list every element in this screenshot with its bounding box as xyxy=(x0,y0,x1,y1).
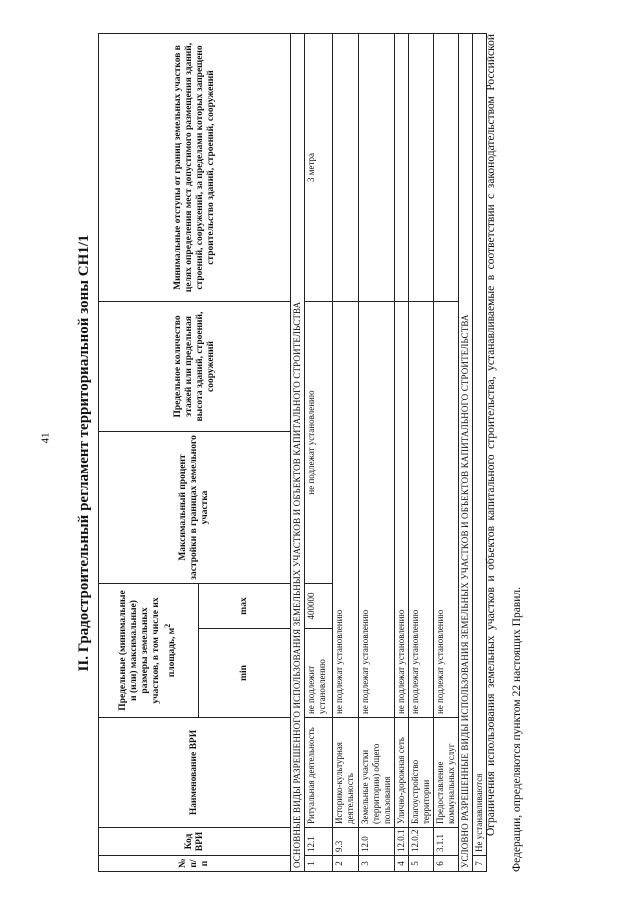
header-percent: Максимальный процент застройки в границах земельного участка xyxy=(99,431,291,583)
header-size xyxy=(99,583,199,717)
row-empty xyxy=(359,33,395,301)
table-row xyxy=(333,33,359,871)
row-code: 9.3 xyxy=(333,828,359,856)
table-row xyxy=(359,33,395,871)
table-row xyxy=(395,33,409,871)
table-row xyxy=(434,33,459,871)
row-empty xyxy=(409,33,434,301)
header-num: № п/п xyxy=(99,856,291,872)
row-empty xyxy=(333,33,359,301)
header-setback: Минимальные отступы от границ земельных участков в целях определения мест допустимого размещения зданий, строений, сооружений, за пределами которых запрещено строительство зданий, строений, сооружений xyxy=(99,33,291,301)
row-name: Благоустройство территории xyxy=(409,718,434,828)
row-name: Предоставление коммунальных услуг xyxy=(434,718,459,828)
table-row xyxy=(305,33,333,871)
section-conditional: УСЛОВНО РАЗРЕШЕННЫЕ ВИДЫ ИСПОЛЬЗОВАНИЯ ЗЕМЕЛЬНЫХ УЧАСТКОВ И ОБЪЕКТОВ КАПИТАЛЬНОГО СТРОИТЕЛЬСТВА xyxy=(459,33,473,871)
header-size-sup: 2 xyxy=(163,623,173,628)
row-empty xyxy=(395,33,409,301)
row-num: 5 xyxy=(409,856,434,872)
row-na: не подлежат установлению xyxy=(359,301,395,717)
row-code: 12.0.1 xyxy=(395,828,409,856)
row-max: 400000 xyxy=(305,583,333,628)
page-title: II. Градостроительный регламент территориальной зоны СН1/1 xyxy=(76,234,92,672)
row-code: 3.1.1 xyxy=(434,828,459,856)
rotated-page-content xyxy=(74,34,540,872)
header-size-text: Предельные (минимальные и (или) максимальные) размеры земельных участков, в том числе их площадь, м xyxy=(118,590,178,711)
row-code: 12.1 xyxy=(305,828,333,856)
restrictions-note: Ограничения использования земельных участков и объектов капитального строительства, устанавливаемые в соответствии с законодательством Российской Федерации, определяются пунктом 22 настоящих Правил. xyxy=(485,34,523,872)
row-num: 1 xyxy=(305,856,333,872)
section-main: ОСНОВНЫЕ ВИДЫ РАЗРЕШЕННОГО ИСПОЛЬЗОВАНИЯ ЗЕМЕЛЬНЫХ УЧАСТКОВ И ОБЪЕКТОВ КАПИТАЛЬНОГО СТРОИТЕЛЬСТВА xyxy=(291,33,305,871)
row-name: Не устанавливаются xyxy=(473,33,487,855)
row-na: не подлежат установлению xyxy=(409,301,434,717)
row-empty xyxy=(434,33,459,301)
header-max: max xyxy=(199,583,291,628)
row-num: 2 xyxy=(333,856,359,872)
row-name: Ритуальная деятельность xyxy=(305,718,333,828)
row-percent: не подлежат установлению xyxy=(305,301,333,583)
row-num: 3 xyxy=(359,856,395,872)
header-floors: Предельное количество этажей или предельная высота зданий, строений, сооружений xyxy=(99,301,291,431)
table-row xyxy=(409,33,434,871)
row-num: 6 xyxy=(434,856,459,872)
row-setback: 3 метра xyxy=(305,33,333,301)
header-min: min xyxy=(199,629,291,718)
row-na: не подлежат установлению xyxy=(395,301,409,717)
row-min: не подлежит установлению xyxy=(305,629,333,718)
row-na: не подлежат установлению xyxy=(333,301,359,717)
row-name: Земельные участки (территории) общего пользования xyxy=(359,718,395,828)
regulation-table xyxy=(98,33,487,872)
row-num: 4 xyxy=(395,856,409,872)
row-na: не подлежат установлению xyxy=(434,301,459,717)
page-number: 41 xyxy=(39,432,52,444)
row-name: Историко-культурная деятельность xyxy=(333,718,359,828)
row-num: 7 xyxy=(473,856,487,872)
header-name: Наименование ВРИ xyxy=(99,718,291,828)
row-code: 12.0 xyxy=(359,828,395,856)
row-name: Улично-дорожная сеть xyxy=(395,718,409,828)
row-code: 12.0.2 xyxy=(409,828,434,856)
header-code: Код ВРИ xyxy=(99,828,291,856)
